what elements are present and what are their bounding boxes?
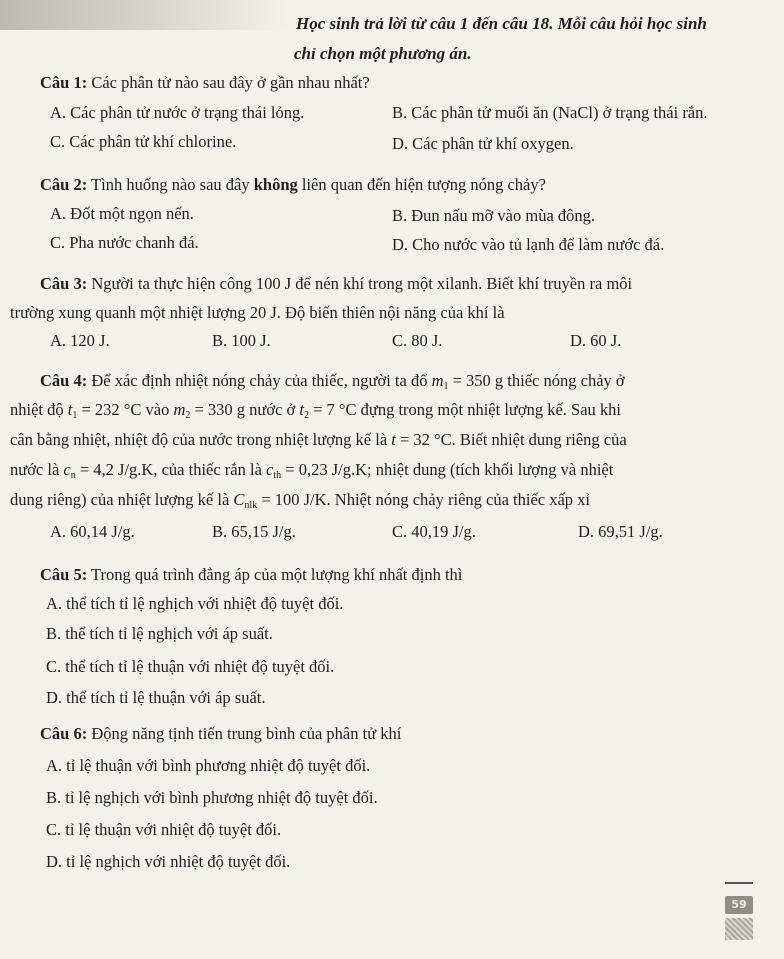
q4-text: = 32 °C. Biết nhiệt dung riêng của <box>395 430 627 449</box>
scan-shadow <box>0 0 290 30</box>
q5-option-b: B. thể tích tỉ lệ nghịch với áp suất. <box>46 624 273 643</box>
q4-var: m <box>431 371 444 390</box>
q4-text: nước là <box>10 460 64 479</box>
q5-option-c: C. thể tích tỉ lệ thuận với nhiệt độ tuyệt đối. <box>46 657 335 676</box>
q1-option-b: B. Các phân tử muối ăn (NaCl) ở trạng thái rắn. <box>392 103 708 122</box>
q4-sub: n <box>70 470 76 481</box>
q4-text: dung riêng) của nhiệt lượng kế là <box>10 490 234 509</box>
question-4-line-1 <box>40 371 625 392</box>
question-3-text-1: Người ta thực hiện công 100 J để nén khí trong một xilanh. Biết khí truyền ra môi <box>87 274 633 293</box>
question-1-text: Các phân tử nào sau đây ở gần nhau nhất? <box>87 73 370 92</box>
question-5-text: Trong quá trình đẳng áp của một lượng khí nhất định thì <box>87 565 463 584</box>
q2-option-b: B. Đun nấu mỡ vào mùa đông. <box>392 206 596 225</box>
q4-option-b: B. 65,15 J/g. <box>212 522 296 541</box>
question-6-label: Câu 6: <box>40 724 88 743</box>
q4-option-a: A. 60,14 J/g. <box>50 522 135 541</box>
question-5 <box>40 565 462 585</box>
q2-option-c: C. Pha nước chanh đá. <box>50 233 199 252</box>
q4-sub: 1 <box>443 381 449 392</box>
question-4-line-3 <box>10 430 627 450</box>
q3-option-d: D. 60 J. <box>570 331 622 350</box>
page-number-rule <box>725 882 753 884</box>
q6-option-d: D. tỉ lệ nghịch với nhiệt độ tuyệt đối. <box>46 852 291 871</box>
q1-option-c: C. Các phân tử khí chlorine. <box>50 132 237 151</box>
q3-option-a: A. 120 J. <box>50 331 110 350</box>
page-decoration <box>725 918 753 940</box>
q4-var: t <box>299 400 304 419</box>
question-4-line-2 <box>10 400 621 421</box>
q4-text: = 7 °C đựng trong một nhiệt lượng kế. Sau khi <box>309 400 622 419</box>
q4-sub: 1 <box>72 410 78 421</box>
question-6 <box>40 724 401 744</box>
question-3-label: Câu 3: <box>40 274 88 293</box>
question-4-line-5 <box>10 490 590 511</box>
q4-sub: th <box>273 470 282 481</box>
q4-text: = 4,2 J/g.K, của thiếc rắn là <box>75 460 267 479</box>
q4-var: C <box>233 490 245 509</box>
q4-var: c <box>63 460 71 479</box>
q6-option-a: A. tỉ lệ thuận với bình phương nhiệt độ tuyệt đối. <box>46 756 371 775</box>
q4-var: m <box>173 400 186 419</box>
q2-option-d: D. Cho nước vào tủ lạnh để làm nước đá. <box>392 235 665 254</box>
question-3-line-2: trường xung quanh một nhiệt lượng 20 J. Độ biến thiên nội năng của khí là <box>10 303 505 322</box>
q4-text: = 232 °C vào <box>77 400 174 419</box>
question-1 <box>40 73 370 93</box>
q2-option-a: A. Đốt một ngọn nến. <box>50 204 194 223</box>
q1-option-d: D. Các phân tử khí oxygen. <box>392 134 574 153</box>
q4-var: t <box>67 400 73 419</box>
q3-option-c: C. 80 J. <box>392 331 443 350</box>
question-2 <box>40 175 546 195</box>
q6-option-c: C. tỉ lệ thuận với nhiệt độ tuyệt đối. <box>46 820 282 839</box>
question-2-emphasis: không <box>253 175 298 194</box>
q4-text: = 0,23 J/g.K; nhiệt dung (tích khối lượng và nhiệt <box>281 460 614 479</box>
q4-text: nhiệt độ <box>10 400 68 419</box>
q1-option-a: A. Các phân tử nước ở trạng thái lỏng. <box>50 103 305 122</box>
q5-option-a: A. thể tích tỉ lệ nghịch với nhiệt độ tuyệt đối. <box>46 594 344 613</box>
intro-line-1: Học sinh trả lời từ câu 1 đến câu 18. Mỗi câu hỏi học sinh <box>296 14 707 33</box>
question-4-label: Câu 4: <box>40 371 88 390</box>
question-3-line-1 <box>40 274 632 294</box>
q6-option-b: B. tỉ lệ nghịch với bình phương nhiệt độ tuyệt đối. <box>46 788 378 807</box>
intro-line-2: chỉ chọn một phương án. <box>294 44 472 63</box>
question-5-label: Câu 5: <box>40 565 88 584</box>
q4-text: = 350 g thiếc nóng chảy ở <box>448 371 625 390</box>
q4-text: cân bằng nhiệt, nhiệt độ của nước trong nhiệt lượng kế là <box>10 430 392 449</box>
question-6-text: Động năng tịnh tiến trung bình của phân tử khí <box>87 724 402 743</box>
q4-var: t <box>391 430 396 449</box>
q5-option-d: D. thể tích tỉ lệ thuận với áp suất. <box>46 688 266 707</box>
page-number: 59 <box>725 896 753 914</box>
q4-sub: nlk <box>244 500 258 511</box>
q4-text: = 330 g nước ở <box>190 400 300 419</box>
q4-text: Để xác định nhiệt nóng chảy của thiếc, người ta đổ <box>87 371 432 390</box>
q3-option-b: B. 100 J. <box>212 331 271 350</box>
question-2-label: Câu 2: <box>40 175 88 194</box>
question-1-label: Câu 1: <box>40 73 88 92</box>
question-4-line-4 <box>10 460 613 481</box>
question-2-text-a: Tình huống nào sau đây <box>87 175 254 194</box>
q4-text: = 100 J/K. Nhiệt nóng chảy riêng của thiếc xấp xỉ <box>257 490 591 509</box>
q4-option-d: D. 69,51 J/g. <box>578 522 663 541</box>
q4-sub: 2 <box>185 410 191 421</box>
q4-sub: 2 <box>304 410 309 421</box>
q4-var: c <box>266 460 274 479</box>
question-2-text-c: liên quan đến hiện tượng nóng chảy? <box>297 175 546 194</box>
q4-option-c: C. 40,19 J/g. <box>392 522 476 541</box>
